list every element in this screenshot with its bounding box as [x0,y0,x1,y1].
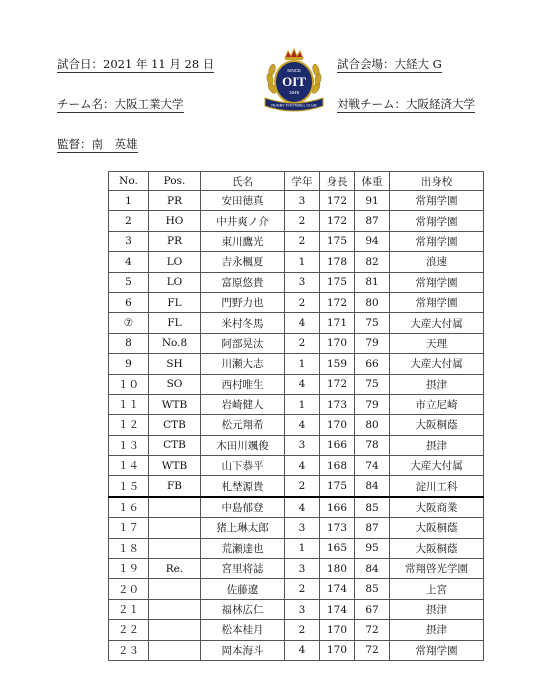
cell-height: 175 [320,272,355,292]
cell-number: １３ [109,435,149,455]
table-row [109,620,484,640]
table-row [109,456,484,476]
cell-grade: 3 [285,518,320,538]
team-name: チーム名：大阪工業大学 [57,97,184,111]
crown-icon [285,49,303,60]
cell-school: 淀川工科 [390,476,484,497]
cell-name: 中島郁登 [201,497,285,518]
cell-grade: 4 [285,497,320,518]
table-row [109,476,484,497]
table-row [109,599,484,619]
cell-position [149,518,201,538]
cell-position [149,620,201,640]
cell-position: FL [149,313,201,333]
cell-number: １２ [109,415,149,435]
header-school: 出身校 [390,172,484,191]
cell-school: 天理 [390,333,484,353]
cell-height: 171 [320,313,355,333]
cell-weight: 72 [355,620,390,640]
cell-height: 165 [320,538,355,558]
table-row [109,191,484,211]
cell-grade: 1 [285,252,320,272]
cell-name: 門野力也 [201,292,285,312]
cell-school: 常翔学園 [390,292,484,312]
cell-height: 170 [320,640,355,660]
table-row [109,579,484,599]
cell-school: 上宮 [390,579,484,599]
cell-height: 170 [320,620,355,640]
cell-height: 173 [320,518,355,538]
cell-grade: 3 [285,191,320,211]
cell-grade: 2 [285,292,320,312]
cell-grade: 1 [285,354,320,374]
cell-school: 大阪桐蔭 [390,518,484,538]
cell-school: 大阪桐蔭 [390,538,484,558]
cell-grade: 2 [285,620,320,640]
cell-name: 佐藤遼 [201,579,285,599]
cell-position: FB [149,476,201,497]
cell-school: 常翔学園 [390,191,484,211]
cell-weight: 79 [355,394,390,414]
cell-grade: 4 [285,456,320,476]
cell-number: ２１ [109,599,149,619]
cell-height: 178 [320,252,355,272]
cell-grade: 4 [285,640,320,660]
cell-position: CTB [149,415,201,435]
table-header-row [109,172,484,191]
cell-name: 福林広仁 [201,599,285,619]
roster-table [108,171,484,661]
cell-name: 松元翔希 [201,415,285,435]
cell-number: １９ [109,559,149,579]
header-name: 氏名 [201,172,285,191]
cell-name: 岡本海斗 [201,640,285,660]
cell-school: 大阪商業 [390,497,484,518]
cell-grade: 4 [285,415,320,435]
cell-weight: 91 [355,191,390,211]
cell-position [149,640,201,660]
cell-position: HO [149,211,201,231]
cell-weight: 85 [355,579,390,599]
cell-grade: 1 [285,394,320,414]
cell-weight: 95 [355,538,390,558]
cell-name: 西村唯生 [201,374,285,394]
cell-weight: 87 [355,211,390,231]
header-grade: 学年 [285,172,320,191]
cell-number: ⑦ [109,313,149,333]
cell-position: WTB [149,394,201,414]
cell-position [149,538,201,558]
cell-school: 常翔学園 [390,211,484,231]
cell-grade: 4 [285,374,320,394]
cell-number: ２２ [109,620,149,640]
cell-grade: 2 [285,211,320,231]
cell-school: 常翔学園 [390,640,484,660]
table-row [109,354,484,374]
table-row [109,415,484,435]
cell-height: 172 [320,211,355,231]
cell-number: 6 [109,292,149,312]
header-position: Pos. [149,172,201,191]
cell-name: 安田徳真 [201,191,285,211]
cell-position: Re. [149,559,201,579]
cell-number: 2 [109,211,149,231]
cell-position: CTB [149,435,201,455]
cell-position: No.8 [149,333,201,353]
cell-school: 大産大付属 [390,313,484,333]
cell-name: 岩崎健人 [201,394,285,414]
cell-weight: 67 [355,599,390,619]
cell-school: 常翔学園 [390,231,484,251]
cell-number: １８ [109,538,149,558]
cell-name: 川瀬大志 [201,354,285,374]
cell-name: 松本桂月 [201,620,285,640]
cell-name: 猪上琳太郎 [201,518,285,538]
cell-school: 常翔学園 [390,272,484,292]
cell-grade: 1 [285,538,320,558]
cell-school: 摂津 [390,435,484,455]
club-crest-logo [259,46,329,116]
crest-since-text: SINCE [287,68,301,73]
cell-weight: 85 [355,497,390,518]
cell-school: 摂津 [390,599,484,619]
table-row [109,435,484,455]
match-date: 試合日：2021 年 11 月 28 日 [57,57,215,71]
cell-position: LO [149,272,201,292]
header-height: 身長 [320,172,355,191]
cell-number: 3 [109,231,149,251]
cell-number: １６ [109,497,149,518]
cell-height: 180 [320,559,355,579]
cell-grade: 2 [285,476,320,497]
crest-letters: OIT [282,74,306,89]
cell-name: 木田川颯俊 [201,435,285,455]
cell-school: 常翔啓光学園 [390,559,484,579]
cell-number: １５ [109,476,149,497]
cell-grade: 3 [285,435,320,455]
cell-position: LO [149,252,201,272]
cell-weight: 66 [355,354,390,374]
cell-number: １１ [109,394,149,414]
cell-weight: 75 [355,374,390,394]
cell-height: 168 [320,456,355,476]
cell-weight: 84 [355,559,390,579]
cell-school: 浪速 [390,252,484,272]
cell-school: 市立尼崎 [390,394,484,414]
cell-height: 170 [320,333,355,353]
cell-position: PR [149,231,201,251]
cell-number: ２３ [109,640,149,660]
cell-grade: 3 [285,559,320,579]
coach-name: 監督：南 英雄 [57,137,138,151]
cell-number: 5 [109,272,149,292]
roster-body [109,191,484,661]
cell-name: 吉永楓夏 [201,252,285,272]
cell-weight: 75 [355,313,390,333]
table-row [109,374,484,394]
cell-number: 9 [109,354,149,374]
cell-weight: 72 [355,640,390,660]
cell-grade: 2 [285,231,320,251]
table-row [109,497,484,518]
cell-height: 159 [320,354,355,374]
cell-height: 175 [320,476,355,497]
cell-grade: 3 [285,272,320,292]
cell-height: 174 [320,579,355,599]
cell-number: 1 [109,191,149,211]
cell-school: 大阪桐蔭 [390,415,484,435]
cell-school: 摂津 [390,374,484,394]
cell-name: 荒瀬達也 [201,538,285,558]
cell-height: 172 [320,374,355,394]
table-row [109,211,484,231]
match-venue: 試合会場：大経大 G [337,57,442,71]
cell-school: 大産大付属 [390,354,484,374]
cell-position: SO [149,374,201,394]
cell-name: 富原悠貴 [201,272,285,292]
cell-position [149,599,201,619]
table-row [109,394,484,414]
table-row [109,518,484,538]
table-row [109,559,484,579]
cell-number: １７ [109,518,149,538]
table-row [109,292,484,312]
cell-height: 166 [320,497,355,518]
cell-weight: 79 [355,333,390,353]
header-number: No. [109,172,149,191]
cell-name: 米村冬馬 [201,313,285,333]
table-row [109,333,484,353]
table-row [109,313,484,333]
cell-school: 大産大付属 [390,456,484,476]
cell-number: １０ [109,374,149,394]
cell-name: 阿部晃汰 [201,333,285,353]
cell-grade: 3 [285,599,320,619]
cell-name: 山下恭平 [201,456,285,476]
crest-year: 1949 [288,90,300,95]
header-weight: 体重 [355,172,390,191]
cell-name: 中井爽ノ介 [201,211,285,231]
cell-height: 172 [320,292,355,312]
cell-grade: 4 [285,313,320,333]
cell-weight: 80 [355,415,390,435]
cell-height: 173 [320,394,355,414]
cell-name: 東川鷹光 [201,231,285,251]
cell-weight: 80 [355,292,390,312]
cell-school: 摂津 [390,620,484,640]
opponent-team: 対戦チーム：大阪経済大学 [337,97,475,111]
cell-weight: 82 [355,252,390,272]
cell-height: 174 [320,599,355,619]
cell-height: 170 [320,415,355,435]
cell-number: 4 [109,252,149,272]
cell-height: 172 [320,191,355,211]
cell-number: ２０ [109,579,149,599]
cell-position [149,579,201,599]
cell-name: 宮里将誌 [201,559,285,579]
cell-weight: 74 [355,456,390,476]
table-row [109,538,484,558]
cell-height: 175 [320,231,355,251]
cell-weight: 78 [355,435,390,455]
cell-height: 166 [320,435,355,455]
table-row [109,272,484,292]
cell-name: 札埜源貴 [201,476,285,497]
cell-position: WTB [149,456,201,476]
cell-weight: 94 [355,231,390,251]
cell-grade: 2 [285,333,320,353]
crest-ribbon-text: RUGBY FOOTBALL CLUB [271,103,317,108]
cell-grade: 2 [285,579,320,599]
cell-number: １４ [109,456,149,476]
cell-position [149,497,201,518]
cell-position: FL [149,292,201,312]
cell-number: 8 [109,333,149,353]
table-row [109,252,484,272]
table-row [109,640,484,660]
cell-weight: 81 [355,272,390,292]
table-row [109,231,484,251]
cell-weight: 84 [355,476,390,497]
cell-weight: 87 [355,518,390,538]
cell-position: PR [149,191,201,211]
cell-position: SH [149,354,201,374]
